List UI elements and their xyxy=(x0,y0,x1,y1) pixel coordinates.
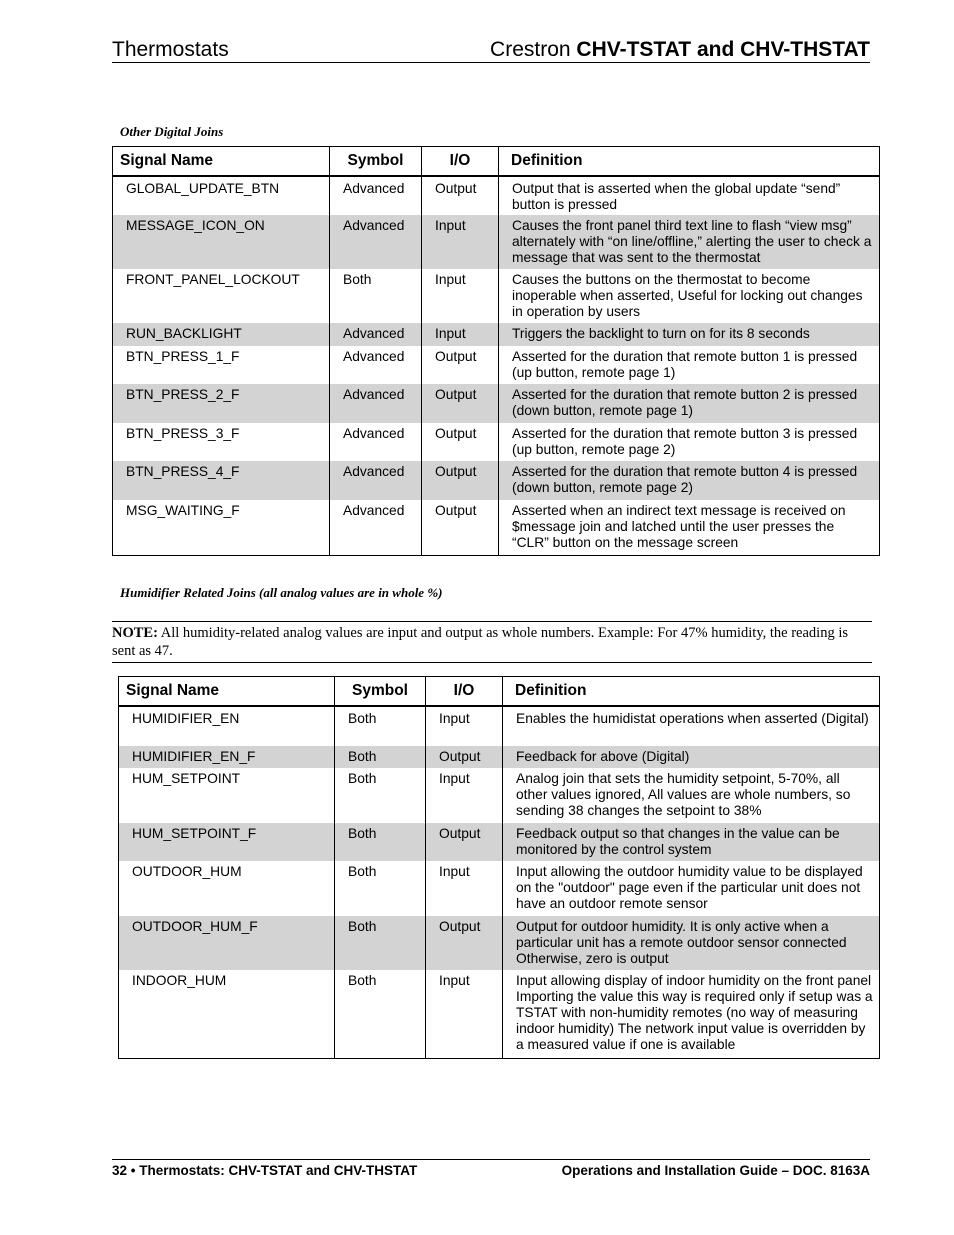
header-section-title: Thermostats xyxy=(112,38,229,61)
table-row xyxy=(113,176,880,215)
header-product: CHV-TSTAT and CHV-THSTAT xyxy=(576,38,870,61)
col-io: I/O xyxy=(426,677,503,707)
table-row xyxy=(113,500,880,555)
table-row xyxy=(113,215,880,269)
symbol: Both xyxy=(330,269,422,323)
io: Input xyxy=(426,768,503,823)
symbol: Advanced xyxy=(330,500,422,555)
definition: Input allowing display of indoor humidity on the front panel Importing the value this way is required only if setup was a TSTAT with non-humidity remotes (no way of measuring indoor humidity) The network input value is overridden by a measured value if one is available xyxy=(503,970,880,1058)
col-definition: Definition xyxy=(499,147,880,177)
table-row xyxy=(113,461,880,500)
table-row xyxy=(119,706,880,746)
table-row xyxy=(113,323,880,346)
signal-name: MSG_WAITING_F xyxy=(113,500,330,555)
note-text: All humidity-related analog values are input and output as whole numbers. Example: For 47% humidity, the reading is sent as 47. xyxy=(112,625,849,659)
symbol: Both xyxy=(335,861,426,916)
definition: Asserted when an indirect text message is received on $message join and latched until the user presses the “CLR” button on the message screen xyxy=(499,500,880,555)
signal-name: BTN_PRESS_1_F xyxy=(113,346,330,384)
humidity-note xyxy=(112,621,872,663)
table-row xyxy=(113,346,880,384)
table-row xyxy=(119,823,880,861)
symbol: Advanced xyxy=(330,423,422,461)
footer-page-info: 32 • Thermostats: CHV-TSTAT and CHV-THSTAT xyxy=(112,1163,418,1178)
signal-name: HUMIDIFIER_EN xyxy=(119,706,335,746)
table-row xyxy=(113,384,880,423)
table-row xyxy=(119,768,880,823)
io: Input xyxy=(426,970,503,1058)
page-footer xyxy=(112,1159,870,1178)
header-doc-title xyxy=(490,38,870,62)
definition: Asserted for the duration that remote button 1 is pressed (up button, remote page 1) xyxy=(499,346,880,384)
table-row xyxy=(119,970,880,1058)
footer-doc-info: Operations and Installation Guide – DOC. 8163A xyxy=(561,1163,870,1178)
signal-name: BTN_PRESS_3_F xyxy=(113,423,330,461)
table1-caption: Other Digital Joins xyxy=(120,124,224,139)
header-brand: Crestron xyxy=(490,38,577,61)
io: Input xyxy=(426,861,503,916)
io: Input xyxy=(422,323,499,346)
io: Output xyxy=(422,500,499,555)
definition: Asserted for the duration that remote button 3 is pressed (up button, remote page 2) xyxy=(499,423,880,461)
signal-name: RUN_BACKLIGHT xyxy=(113,323,330,346)
io: Output xyxy=(426,823,503,861)
symbol: Advanced xyxy=(330,323,422,346)
io: Input xyxy=(422,215,499,269)
note-label: NOTE: xyxy=(112,625,158,641)
definition: Triggers the backlight to turn on for its 8 seconds xyxy=(499,323,880,346)
signal-name: MESSAGE_ICON_ON xyxy=(113,215,330,269)
signal-name: GLOBAL_UPDATE_BTN xyxy=(113,176,330,215)
signal-name: FRONT_PANEL_LOCKOUT xyxy=(113,269,330,323)
io: Input xyxy=(426,706,503,746)
definition: Causes the buttons on the thermostat to become inoperable when asserted, Useful for locking out changes in operation by users xyxy=(499,269,880,323)
io: Output xyxy=(422,461,499,500)
table-row xyxy=(113,269,880,323)
io: Output xyxy=(426,746,503,768)
signal-name: INDOOR_HUM xyxy=(119,970,335,1058)
signal-name: OUTDOOR_HUM xyxy=(119,861,335,916)
definition: Output that is asserted when the global update “send” button is pressed xyxy=(499,176,880,215)
col-definition: Definition xyxy=(503,677,880,707)
table2-caption: Humidifier Related Joins (all analog values are in whole %) xyxy=(120,585,443,600)
definition: Causes the front panel third text line to flash “view msg” alternately with “on line/offline,” alerting the user to check a message that was sent to the thermostat xyxy=(499,215,880,269)
io: Output xyxy=(422,384,499,423)
symbol: Both xyxy=(335,970,426,1058)
io: Output xyxy=(422,176,499,215)
symbol: Advanced xyxy=(330,346,422,384)
signal-name: HUMIDIFIER_EN_F xyxy=(119,746,335,768)
signal-name: OUTDOOR_HUM_F xyxy=(119,916,335,970)
signal-name: BTN_PRESS_4_F xyxy=(113,461,330,500)
humidifier-joins-table xyxy=(118,676,880,1059)
col-symbol: Symbol xyxy=(330,147,422,177)
symbol: Both xyxy=(335,823,426,861)
symbol: Advanced xyxy=(330,461,422,500)
table-row xyxy=(119,746,880,768)
symbol: Both xyxy=(335,706,426,746)
col-symbol: Symbol xyxy=(335,677,426,707)
io: Output xyxy=(422,423,499,461)
io: Input xyxy=(422,269,499,323)
io: Output xyxy=(422,346,499,384)
digital-joins-table xyxy=(112,146,880,556)
definition: Input allowing the outdoor humidity value to be displayed on the "outdoor" page even if the particular unit does not have an outdoor remote sensor xyxy=(503,861,880,916)
col-signal-name: Signal Name xyxy=(119,677,335,707)
col-signal-name: Signal Name xyxy=(113,147,330,177)
signal-name: BTN_PRESS_2_F xyxy=(113,384,330,423)
definition: Enables the humidistat operations when asserted (Digital) xyxy=(503,706,880,746)
symbol: Advanced xyxy=(330,384,422,423)
definition: Analog join that sets the humidity setpoint, 5-70%, all other values ignored, All values are whole numbers, so sending 38 changes the setpoint to 38% xyxy=(503,768,880,823)
table-row xyxy=(119,916,880,970)
definition: Asserted for the duration that remote button 4 is pressed (down button, remote page 2) xyxy=(499,461,880,500)
io: Output xyxy=(426,916,503,970)
symbol: Advanced xyxy=(330,176,422,215)
definition: Feedback for above (Digital) xyxy=(503,746,880,768)
definition: Feedback output so that changes in the value can be monitored by the control system xyxy=(503,823,880,861)
definition: Asserted for the duration that remote button 2 is pressed (down button, remote page 1) xyxy=(499,384,880,423)
table-row xyxy=(113,423,880,461)
signal-name: HUM_SETPOINT_F xyxy=(119,823,335,861)
table-row xyxy=(119,861,880,916)
signal-name: HUM_SETPOINT xyxy=(119,768,335,823)
col-io: I/O xyxy=(422,147,499,177)
symbol: Both xyxy=(335,746,426,768)
definition: Output for outdoor humidity. It is only active when a particular unit has a remote outdoor sensor connected Otherwise, zero is output xyxy=(503,916,880,970)
symbol: Both xyxy=(335,916,426,970)
symbol: Both xyxy=(335,768,426,823)
symbol: Advanced xyxy=(330,215,422,269)
page-header xyxy=(112,38,870,63)
